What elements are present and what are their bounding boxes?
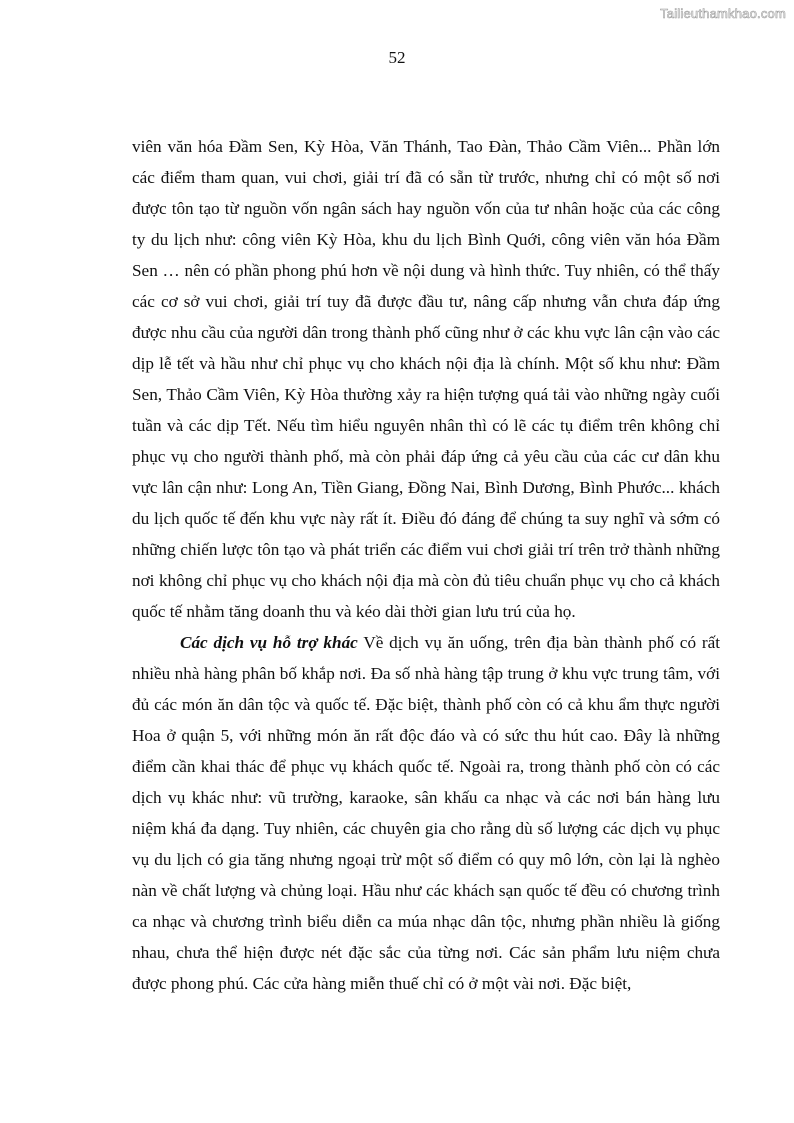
paragraph-1: viên văn hóa Đầm Sen, Kỳ Hòa, Văn Thánh, Tao Đàn, Thảo Cầm Viên... Phần lớn các điểm tham quan, vui chơi, giải trí đã có sẵn từ trước, nhưng chỉ có một số nơi được tôn tạo từ nguồn vốn ngân sách hay nguồn vốn của tư nhân hoặc của các công ty du lịch như: công viên Kỳ Hòa, khu du lịch Bình Quới, công viên văn hóa Đầm Sen … nên có phần phong phú hơn về nội dung và hình thức. Tuy nhiên, có thể thấy các cơ sở vui chơi, giải trí tuy đã được đầu tư, nâng cấp nhưng vẫn chưa đáp ứng được nhu cầu của người dân trong thành phố cũng như ở các khu vực lân cận vào các dịp lễ tết và hầu như chỉ phục vụ cho khách nội địa là chính. Một số khu như: Đầm Sen, Thảo Cầm Viên, Kỳ Hòa thường xảy ra hiện tượng quá tải vào những ngày cuối tuần và các dịp Tết. Nếu tìm hiểu nguyên nhân thì có lẽ các tụ điểm trên không chỉ phục vụ cho người thành phố, mà còn phải đáp ứng cả yêu cầu của các cư dân khu vực lân cận như: Long An, Tiền Giang, Đồng Nai, Bình Dương, Bình Phước... khách du lịch quốc tế đến khu vực này rất ít. Điều đó đáng để chúng ta suy nghĩ và sớm có những chiến lược tôn tạo và phát triển các điểm vui chơi giải trí trên trở thành những nơi không chỉ phục vụ cho khách nội địa mà còn đủ tiêu chuẩn phục vụ cho cả khách quốc tế nhằm tăng doanh thu và kéo dài thời gian lưu trú của họ. (132, 137, 720, 621)
paragraph-2 (132, 627, 720, 999)
page-body (132, 131, 720, 999)
page-number: 52 (388, 48, 406, 67)
paragraph-2-body: Về dịch vụ ăn uống, trên địa bàn thành phố có rất nhiều nhà hàng phân bố khắp nơi. Đa số nhà hàng tập trung ở khu vực trung tâm, với đủ các món ăn dân tộc và quốc tế. Đặc biệt, thành phố còn có cả khu ẩm thực người Hoa ở quận 5, với những món ăn rất độc đáo và có sức thu hút cao. Đây là những điểm cần khai thác để phục vụ khách quốc tế. Ngoài ra, trong thành phố còn có các dịch vụ khác như: vũ trường, karaoke, sân khấu ca nhạc và các nơi bán hàng lưu niệm khá đa dạng. Tuy nhiên, các chuyên gia cho rằng dù số lượng các dịch vụ phục vụ du lịch có gia tăng nhưng ngoại trừ một số điểm có quy mô lớn, còn lại là nghèo nàn về chất lượng và chủng loại. Hầu như các khách sạn quốc tế đều có chương trình ca nhạc và chương trình biểu diễn ca múa nhạc dân tộc, nhưng phần nhiều là giống nhau, chưa thể hiện được nét đặc sắc của từng nơi. Các sản phẩm lưu niệm chưa được phong phú. Các cửa hàng miễn thuế chỉ có ở một vài nơi. Đặc biệt, (132, 633, 720, 993)
watermark: Tailieuthamkhao.com (660, 6, 786, 21)
paragraph-2-heading: Các dịch vụ hỗ trợ khác (180, 633, 358, 652)
